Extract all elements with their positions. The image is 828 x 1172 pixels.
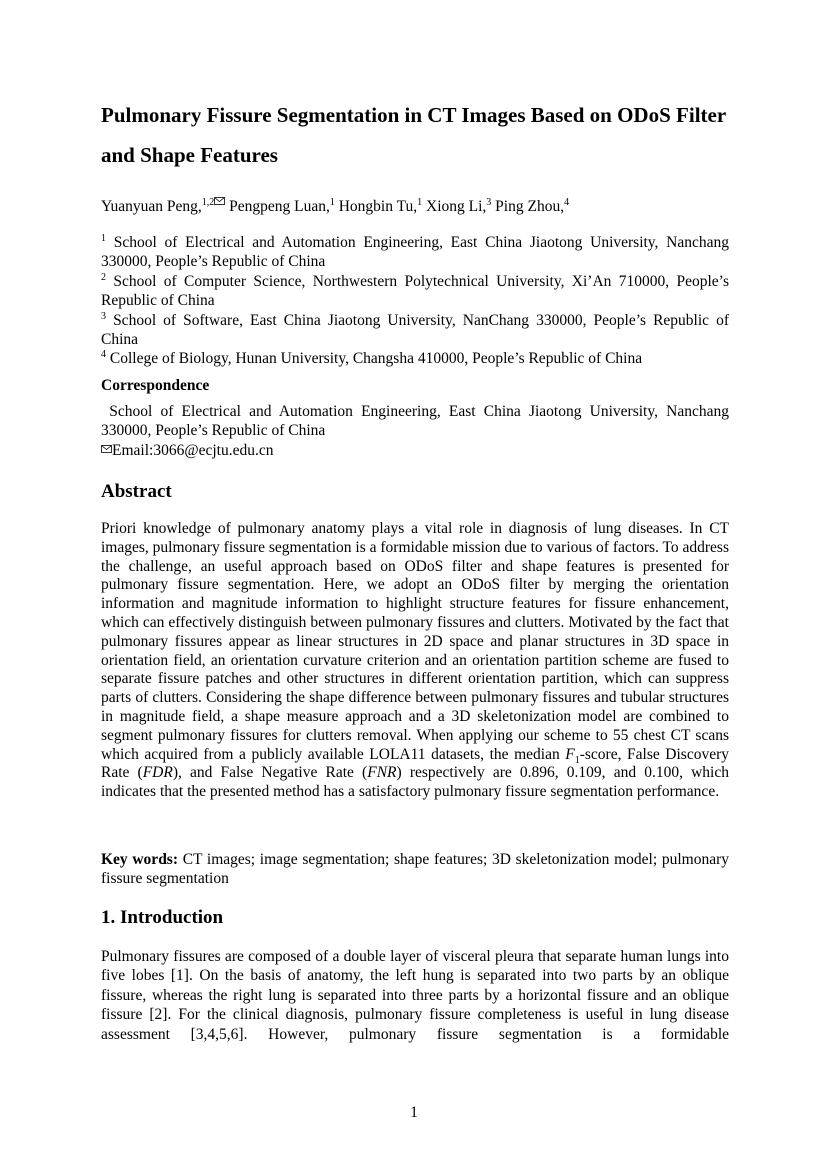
author-affiliation-mark: 1 (417, 196, 423, 208)
affiliation (101, 349, 729, 368)
author-name: Ping Zhou, (495, 198, 565, 215)
fnr-abbrev: FNR (367, 764, 397, 782)
author-name: Pengpeng Luan, (229, 198, 330, 215)
affiliation-text: School of Software, East China Jiaotong University, NanChang 330000, People’s Republic of China (101, 311, 730, 349)
f-score-subscript: 1 (574, 754, 580, 766)
affiliation-text: College of Biology, Hunan University, Changsha 410000, People’s Republic of China (109, 350, 643, 368)
author-list (101, 196, 569, 218)
affiliation-list (101, 233, 729, 369)
keywords (101, 850, 729, 889)
affiliation (101, 233, 729, 272)
affiliation-number: 3 (101, 310, 106, 322)
author-name: Xiong Li, (426, 198, 487, 215)
author-name: Hongbin Tu, (338, 198, 418, 215)
introduction-text: Pulmonary fissures are composed of a double layer of visceral pleura that separate human lungs into five lobes [1]. On the basis of anatomy, the left hung is separated into two parts by an oblique fissure, whereas the right lung is separated into three parts by a horizontal fissure and an oblique fissure [2]. For the clinical diagnosis, pulmonary fissure completeness is useful in lung disease assessment [3,4,5,6]. However, pulmonary fissure segmentation is a formidable (101, 948, 729, 1043)
author-name: Yuanyuan Peng, (101, 198, 202, 215)
abstract-part: -score, False Discovery Rate ( (101, 745, 729, 782)
envelope-icon (214, 197, 225, 205)
affiliation-text: School of Computer Science, Northwestern Polytechnical University, Xi’An 710000, People’s Republic of China (101, 272, 729, 310)
author-affiliation-mark: 3 (486, 196, 492, 208)
affiliation-number: 2 (101, 271, 106, 283)
abstract-part: ), and False Negative Rate ( (172, 764, 368, 782)
correspondence-heading: Correspondence (101, 377, 210, 394)
affiliation-text: School of Electrical and Automation Engineering, East China Jiaotong University, Nanchang 330000, People’s Republic of China (101, 234, 729, 271)
introduction-heading: 1. Introduction (101, 907, 224, 928)
abstract-part: Priori knowledge of pulmonary anatomy plays a vital role in diagnosis of lung diseases. In CT images, pulmonary fissure segmentation is a formidable mission due to various of factors. To address the challenge, an useful approach based on ODoS filter and shape features is presented for pulmonary fissure segmentation. Here, we adopt an ODoS filter by merging the orientation information and magnitude information to highlight structure features for fissure enhancement, which can effectively distinguish between pulmonary fissures and clutters. Motivated by the fact that pulmonary fissures appear as linear structures in 2D space and planar structures in 3D space in orientation field, an orientation curvature criterion and an orientation partition scheme are fused to separate fissure patches and other structures in different orientation partition, which can suppress parts of clutters. Considering the shape difference between pulmonary fissures and tubular structures in magnitude field, a shape measure approach and a 3D skeletonization model are combined to segment pulmonary fissures for clutters removal. When applying our scheme to 55 chest CT scans which acquired from a publicly available LOLA11 datasets, the median (101, 520, 729, 763)
abstract-heading: Abstract (101, 481, 172, 502)
correspondence-block (101, 402, 729, 460)
affiliation-number: 1 (101, 232, 106, 244)
abstract-part: ) respectively are 0.896, 0.109, and 0.100, which indicates that the presented method has a satisfactory pulmonary fissure segmentation performance. (101, 764, 729, 801)
f-score-symbol: F (565, 745, 575, 763)
keywords-text: CT images; image segmentation; shape features; 3D skeletonization model; pulmonary fissure segmentation (101, 851, 729, 888)
keywords-label: Key words: (101, 851, 179, 868)
author-affiliation-mark: 4 (564, 196, 570, 208)
correspondence-address: School of Electrical and Automation Engineering, East China Jiaotong University, Nanchang 330000, People’s Republic of China (101, 403, 730, 440)
affiliation-number: 4 (101, 349, 106, 361)
correspondence-email: Email:3066@ecjtu.edu.cn (112, 441, 274, 459)
fdr-abbrev: FDR (142, 764, 173, 782)
affiliation (101, 272, 729, 311)
abstract-text (101, 520, 729, 802)
affiliation (101, 311, 729, 350)
paper-title: Pulmonary Fissure Segmentation in CT Images Based on ODoS Filter and Shape Features (101, 103, 726, 167)
page-number: 1 (410, 1104, 418, 1121)
author-affiliation-mark: 1,2 (201, 196, 215, 208)
author-affiliation-mark: 1 (329, 196, 335, 208)
envelope-icon (101, 445, 112, 453)
